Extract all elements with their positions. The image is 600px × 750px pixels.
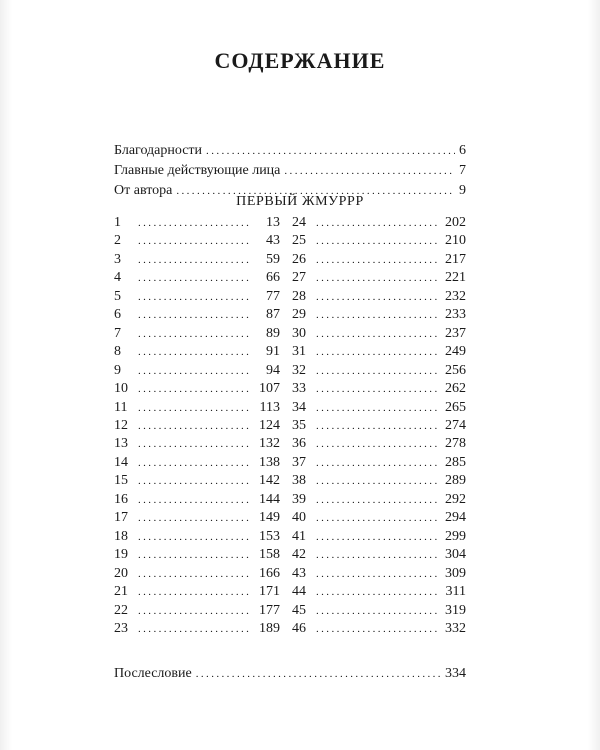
- toc-row: [292, 306, 466, 324]
- dot-leader: [316, 362, 438, 380]
- toc-entry-label: 4: [114, 270, 121, 286]
- toc-row: [114, 306, 280, 324]
- toc-row: [114, 214, 280, 232]
- toc-entry-label: 19: [114, 547, 128, 563]
- dot-leader: [138, 362, 252, 380]
- toc-row: [114, 546, 280, 564]
- toc-entry-label: 34: [292, 399, 306, 415]
- toc-row: [114, 435, 280, 453]
- toc-row: [292, 417, 466, 435]
- dot-leader: [138, 325, 252, 343]
- toc-entry-label: 43: [292, 565, 306, 581]
- toc-entry-label: 32: [292, 362, 306, 378]
- toc-row: [114, 491, 280, 509]
- dot-leader: [196, 664, 441, 684]
- toc-row: [114, 472, 280, 490]
- toc-entry-page: 210: [445, 233, 466, 249]
- toc-row: [292, 454, 466, 472]
- toc-entry-page: 232: [445, 288, 466, 304]
- toc-entry-label: 37: [292, 454, 306, 470]
- toc-row: [292, 435, 466, 453]
- dot-leader: [138, 602, 252, 620]
- toc-entry-label: 33: [292, 381, 306, 397]
- toc-entry-page: 43: [266, 233, 280, 249]
- toc-row: [114, 417, 280, 435]
- toc-entry-label: 12: [114, 417, 128, 433]
- toc-entry-label: 40: [292, 510, 306, 526]
- toc-entry-page: 87: [266, 307, 280, 323]
- toc-entry-label: 46: [292, 620, 306, 636]
- toc-entry-page: 299: [445, 528, 466, 544]
- toc-entry-page: 13: [266, 215, 280, 230]
- dot-leader: [284, 161, 455, 181]
- toc-entry-label: 20: [114, 565, 128, 581]
- dot-leader: [138, 546, 252, 564]
- toc-row: [292, 491, 466, 509]
- toc-entry-label: 44: [292, 584, 306, 600]
- dot-leader: [316, 435, 438, 453]
- toc-entry-label: 17: [114, 510, 128, 526]
- toc-entry-page: 6: [459, 143, 466, 158]
- toc-entry-label: 7: [114, 325, 121, 341]
- toc-entry-page: 334: [445, 666, 466, 681]
- toc-entry-label: 31: [292, 344, 306, 360]
- toc-entry-label: 45: [292, 602, 306, 618]
- toc-entry-page: 113: [259, 399, 280, 415]
- toc-row: [114, 232, 280, 250]
- toc-entry-page: 233: [445, 307, 466, 323]
- toc-row: [292, 288, 466, 306]
- toc-entry-page: 202: [445, 215, 466, 230]
- toc-entry-page: 217: [445, 251, 466, 267]
- toc-entry-label: Благодарности: [114, 143, 203, 158]
- toc-entry-page: 166: [259, 565, 280, 581]
- toc-row: [292, 251, 466, 269]
- toc-entry-page: 249: [445, 344, 466, 360]
- toc-entry-page: 77: [266, 288, 280, 304]
- toc-entry-page: 274: [445, 417, 466, 433]
- toc-entry-label: 10: [114, 381, 128, 397]
- toc-entry-label: 42: [292, 547, 306, 563]
- dot-leader: [138, 399, 252, 417]
- toc-row: [114, 362, 280, 380]
- toc-row: [292, 399, 466, 417]
- toc-row: [114, 602, 280, 620]
- toc-entry-label: 13: [114, 436, 128, 452]
- dot-leader: [138, 435, 252, 453]
- dot-leader: [316, 306, 438, 324]
- toc-entry-label: От автора: [114, 183, 173, 198]
- toc-entry-label: 14: [114, 454, 128, 470]
- toc-entry-page: 138: [259, 454, 280, 470]
- toc-entry-label: 38: [292, 473, 306, 489]
- dot-leader: [138, 583, 252, 601]
- chapter-column-left: [114, 214, 280, 638]
- toc-entry-label: 24: [292, 215, 306, 230]
- toc-entry-page: 221: [445, 270, 466, 286]
- toc-entry-page: 158: [259, 547, 280, 563]
- toc-row: [292, 509, 466, 527]
- dot-leader: [316, 269, 438, 287]
- chapter-column-right: [292, 214, 466, 638]
- dot-leader: [316, 528, 438, 546]
- dot-leader: [316, 583, 438, 601]
- toc-entry-label: 16: [114, 491, 128, 507]
- dot-leader: [138, 417, 252, 435]
- toc-entry-page: 144: [259, 491, 280, 507]
- toc-row: [292, 583, 466, 601]
- dot-leader: [138, 472, 252, 490]
- toc-entry-page: 59: [266, 251, 280, 267]
- toc-entry-label: 2: [114, 233, 121, 249]
- toc-entry-page: 177: [259, 602, 280, 618]
- dot-leader: [138, 232, 252, 250]
- dot-leader: [138, 528, 252, 546]
- toc-entry-page: 66: [266, 270, 280, 286]
- toc-entry-label: 15: [114, 473, 128, 489]
- dot-leader: [316, 288, 438, 306]
- toc-entry-label: 26: [292, 251, 306, 267]
- dot-leader: [316, 325, 438, 343]
- dot-leader: [138, 251, 252, 269]
- toc-entry-label: 30: [292, 325, 306, 341]
- toc-entry-page: 132: [259, 436, 280, 452]
- toc-entry-page: 289: [445, 473, 466, 489]
- dot-leader: [316, 491, 438, 509]
- toc-entry-label: 27: [292, 270, 306, 286]
- page-edge-right: [588, 0, 600, 750]
- toc-entry-label: Главные действующие лица: [114, 163, 281, 178]
- toc-row: [114, 565, 280, 583]
- dot-leader: [316, 214, 438, 232]
- page-title: СОДЕРЖАНИЕ: [214, 48, 386, 73]
- dot-leader: [316, 380, 438, 398]
- toc-entry-label: 1: [114, 215, 121, 230]
- toc-entry-page: 285: [445, 454, 466, 470]
- toc-row: [292, 380, 466, 398]
- toc-row: [292, 232, 466, 250]
- dot-leader: [316, 454, 438, 472]
- dot-leader: [206, 141, 455, 161]
- dot-leader: [316, 251, 438, 269]
- toc-row: [114, 269, 280, 287]
- toc-entry-page: 91: [266, 344, 280, 360]
- toc-row: [114, 528, 280, 546]
- toc-entry-label: 8: [114, 344, 121, 360]
- dot-leader: [138, 288, 252, 306]
- toc-row: [292, 214, 466, 232]
- toc-row: [114, 288, 280, 306]
- dot-leader: [138, 269, 252, 287]
- toc-entry-page: 124: [259, 417, 280, 433]
- toc-entry-page: 94: [266, 362, 280, 378]
- toc-entry-label: 36: [292, 436, 306, 452]
- toc-row: [114, 620, 280, 638]
- toc-entry-label: 21: [114, 584, 128, 600]
- dot-leader: [138, 214, 252, 232]
- toc-entry-page: 142: [259, 473, 280, 489]
- dot-leader: [138, 565, 252, 583]
- toc-entry-label: 41: [292, 528, 306, 544]
- toc-row: [114, 454, 280, 472]
- toc-row: [292, 620, 466, 638]
- toc-row: [114, 325, 280, 343]
- afterword-entry: [114, 664, 466, 684]
- toc-row: [114, 343, 280, 361]
- dot-leader: [138, 454, 252, 472]
- toc-entry-page: 292: [445, 491, 466, 507]
- toc-entry-page: 294: [445, 510, 466, 526]
- toc-entry-page: 149: [259, 510, 280, 526]
- toc-row: [292, 602, 466, 620]
- part-heading: ПЕРВЫЙ ЖМУРРР: [236, 194, 364, 209]
- toc-row: [292, 565, 466, 583]
- page-edge-left: [0, 0, 12, 750]
- toc-row: [114, 380, 280, 398]
- toc-entry-page: 265: [445, 399, 466, 415]
- dot-leader: [316, 417, 438, 435]
- toc-row: [292, 528, 466, 546]
- toc-entry-label: 23: [114, 620, 128, 636]
- toc-entry-page: 107: [259, 381, 280, 397]
- toc-entry-label: 9: [114, 362, 121, 378]
- toc-row: [292, 343, 466, 361]
- toc-entry-label: 35: [292, 417, 306, 433]
- toc-entry-page: 309: [445, 565, 466, 581]
- toc-entry-label: 18: [114, 528, 128, 544]
- toc-row: [114, 664, 466, 684]
- dot-leader: [138, 343, 252, 361]
- toc-entry-page: 311: [445, 584, 466, 600]
- toc-entry-label: 25: [292, 233, 306, 249]
- dot-leader: [316, 565, 438, 583]
- toc-row: [114, 583, 280, 601]
- dot-leader: [138, 620, 252, 638]
- toc-row: [114, 399, 280, 417]
- toc-row: [114, 509, 280, 527]
- dot-leader: [316, 472, 438, 490]
- dot-leader: [138, 306, 252, 324]
- toc-entry-label: 39: [292, 491, 306, 507]
- toc-entry-page: 9: [459, 183, 466, 198]
- dot-leader: [316, 620, 438, 638]
- dot-leader: [316, 399, 438, 417]
- toc-entry-label: 22: [114, 602, 128, 618]
- toc-entry-page: 262: [445, 381, 466, 397]
- toc-entry-page: 278: [445, 436, 466, 452]
- toc-entry-label: 11: [114, 399, 128, 415]
- dot-leader: [316, 602, 438, 620]
- toc-entry-label: 5: [114, 288, 121, 304]
- dot-leader: [138, 509, 252, 527]
- toc-entry-page: 237: [445, 325, 466, 341]
- toc-entry-page: 89: [266, 325, 280, 341]
- toc-entry-label: 6: [114, 307, 121, 323]
- toc-row: [292, 362, 466, 380]
- dot-leader: [316, 509, 438, 527]
- toc-row: [292, 325, 466, 343]
- toc-entry-page: 332: [445, 620, 466, 636]
- toc-entry-page: 319: [445, 602, 466, 618]
- toc-entry-label: 3: [114, 251, 121, 267]
- dot-leader: [316, 546, 438, 564]
- dot-leader: [316, 343, 438, 361]
- toc-entry-page: 153: [259, 528, 280, 544]
- toc-row: [292, 546, 466, 564]
- dot-leader: [138, 491, 252, 509]
- toc-entry-page: 171: [259, 584, 280, 600]
- toc-entry-page: 256: [445, 362, 466, 378]
- dot-leader: [316, 232, 438, 250]
- toc-row: [114, 251, 280, 269]
- toc-entry-label: 28: [292, 288, 306, 304]
- toc-row: [114, 141, 466, 161]
- toc-entry-page: 7: [459, 163, 466, 178]
- toc-entry-page: 304: [445, 547, 466, 563]
- toc-row: [292, 269, 466, 287]
- toc-entry-page: 189: [259, 620, 280, 636]
- toc-row: [114, 161, 466, 181]
- toc-entry-label: 29: [292, 307, 306, 323]
- dot-leader: [138, 380, 252, 398]
- toc-row: [292, 472, 466, 490]
- toc-entry-label: Послесловие: [114, 666, 192, 681]
